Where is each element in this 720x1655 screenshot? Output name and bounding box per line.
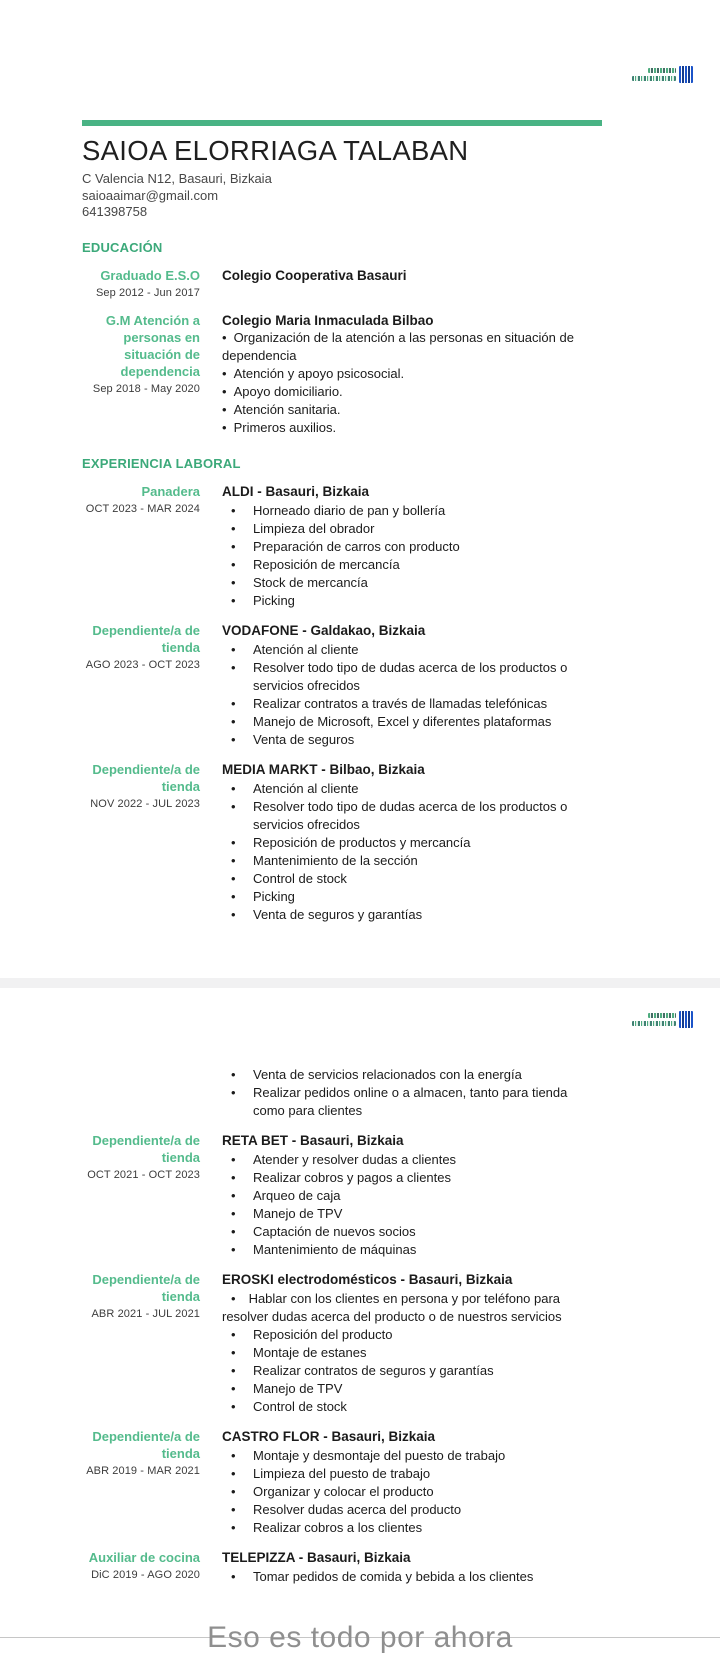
entry-meta (82, 1132, 200, 1259)
page1-content (82, 0, 602, 924)
bullet-item: • Montaje de estanes (222, 1344, 602, 1362)
builder-watermark-logo (632, 1011, 693, 1028)
bullet-item: • Resolver dudas acerca del producto (222, 1501, 602, 1519)
bullet-item: • Tomar pedidos de comida y bebida a los clientes (222, 1568, 602, 1586)
bullet-item: • Venta de seguros y garantías (222, 906, 602, 924)
bullet-item: • Arqueo de caja (222, 1187, 602, 1205)
cv-entry (82, 1132, 602, 1259)
entry-dates: ABR 2021 - JUL 2021 (91, 1308, 200, 1320)
entry-dates: OCT 2021 - OCT 2023 (87, 1169, 200, 1181)
entry-org: ALDI - Basauri, Bizkaia (222, 483, 370, 499)
header-accent-bar (82, 120, 602, 126)
bullet-item: • Venta de seguros (222, 731, 602, 749)
bullet-item: • Control de stock (222, 870, 602, 888)
cv-entry (82, 312, 602, 437)
bullet-item: • Atender y resolver dudas a clientes (222, 1151, 602, 1169)
watermark-text-line-icon (648, 1013, 676, 1018)
entry-body (222, 1271, 602, 1416)
entry-body (222, 1428, 602, 1537)
bullet-item: • Picking (222, 592, 602, 610)
bullet-item: • Organizar y colocar el producto (222, 1483, 602, 1501)
bullet-list (222, 1568, 602, 1586)
bullet-item: • Realizar cobros y pagos a clientes (222, 1169, 602, 1187)
bullet-item: • Venta de servicios relacionados con la energía (222, 1066, 602, 1084)
bullet-item: • Mantenimiento de máquinas (222, 1241, 602, 1259)
bullet-item: • Limpieza del puesto de trabajo (222, 1465, 602, 1483)
entry-meta (82, 312, 200, 437)
entry-meta (82, 761, 200, 924)
watermark-barcode-icon (679, 66, 693, 83)
entry-meta (82, 267, 200, 300)
entry-title: Dependiente/a de tienda (92, 1133, 200, 1165)
cv-entry (82, 1428, 602, 1537)
watermark-barcode-icon (679, 1011, 693, 1028)
entry-org: EROSKI electrodomésticos - Basauri, Bizkaia (222, 1272, 513, 1287)
entry-body (222, 267, 602, 300)
entry-title: Dependiente/a de tienda (92, 761, 200, 794)
cv-entry (82, 483, 602, 610)
entry-title: Dependiente/a de tienda (92, 622, 200, 655)
entry-org: Colegio Maria Inmaculada Bilbao (222, 312, 434, 328)
watermark-text-line-icon (632, 1021, 676, 1026)
bullet-item: • Horneado diario de pan y bollería (222, 502, 602, 520)
cv-page-2 (0, 988, 720, 1650)
entry-org: MEDIA MARKT - Bilbao, Bizkaia (222, 761, 425, 777)
entry-org: RETA BET - Basauri, Bizkaia (222, 1133, 404, 1148)
entry-body (222, 1132, 602, 1259)
cv-entry (82, 622, 602, 749)
bullet-list (222, 1290, 602, 1416)
entry-dates: NOV 2022 - JUL 2023 (90, 797, 200, 810)
cv-entry (82, 761, 602, 924)
bullet-list (222, 780, 602, 924)
bullet-item: • Atención y apoyo psicosocial. (222, 365, 602, 383)
entry-org: Colegio Cooperativa Basauri (222, 267, 407, 283)
entry-org: CASTRO FLOR - Basauri, Bizkaia (222, 1429, 436, 1444)
entry-dates: OCT 2023 - MAR 2024 (85, 502, 200, 515)
bullet-item: • Manejo de TPV (222, 1205, 602, 1223)
entry-body (222, 312, 602, 437)
continuation-entry (82, 988, 602, 1120)
bullet-item: • Captación de nuevos socios (222, 1223, 602, 1241)
entry-title: Panadera (141, 483, 200, 499)
entry-body (222, 761, 602, 924)
section-heading-educacion: EDUCACIÓN (82, 239, 163, 255)
page-separator (0, 978, 720, 988)
entry-title: Graduado E.S.O (100, 267, 200, 283)
bullet-item: • Hablar con los clientes en persona y por teléfono para resolver dudas acerca del producto o de nuestros servicios (222, 1290, 602, 1326)
education-entries (82, 267, 602, 437)
bullet-item: • Primeros auxilios. (222, 419, 602, 437)
entry-org: TELEPIZZA - Basauri, Bizkaia (222, 1550, 411, 1565)
bullet-item: • Organización de la atención a las personas en situación de dependencia (222, 329, 602, 365)
contact-block (82, 171, 602, 221)
bullet-item: • Realizar contratos de seguros y garantías (222, 1362, 602, 1380)
bullet-item: • Stock de mercancía (222, 574, 602, 592)
bullet-item: • Atención al cliente (222, 641, 602, 659)
section-heading-experiencia: EXPERIENCIA LABORAL (82, 455, 241, 471)
entry-meta (82, 988, 200, 1120)
entry-body (222, 483, 602, 610)
continuation-bullets (222, 1066, 602, 1120)
cv-entry (82, 1271, 602, 1416)
bullet-item: • Resolver todo tipo de dudas acerca de los productos o servicios ofrecidos (222, 659, 602, 695)
cv-entry (82, 1549, 602, 1586)
entry-title: G.M Atención a personas en situación de dependencia (105, 312, 200, 379)
entry-body (222, 988, 602, 1120)
bullet-list (222, 502, 602, 610)
email-line: saioaaimar@gmail.com (82, 187, 219, 203)
bullet-item: • Reposición de mercancía (222, 556, 602, 574)
entry-dates: Sep 2018 - May 2020 (92, 382, 200, 395)
bullet-item: • Apoyo domiciliario. (222, 383, 602, 401)
entry-dates: Sep 2012 - Jun 2017 (95, 286, 200, 299)
bullet-list (222, 641, 602, 749)
bullet-item: • Atención sanitaria. (222, 401, 602, 419)
address-line: C Valencia N12, Basauri, Bizkaia (82, 171, 272, 186)
entry-org: VODAFONE - Galdakao, Bizkaia (222, 622, 426, 638)
bullet-item: • Realizar pedidos online o a almacen, tanto para tienda como para clientes (222, 1084, 602, 1120)
bullet-list (222, 1447, 602, 1537)
entry-body (222, 1549, 602, 1586)
watermark-text-line-icon (648, 68, 676, 73)
bullet-item: • Control de stock (222, 1398, 602, 1416)
bullet-item: • Preparación de carros con producto (222, 538, 602, 556)
bullet-item: • Atención al cliente (222, 780, 602, 798)
bullet-item: • Limpieza del obrador (222, 520, 602, 538)
bullet-item: • Reposición del producto (222, 1326, 602, 1344)
person-name: SAIOA ELORRIAGA TALABAN (82, 135, 469, 166)
bullet-list (222, 1151, 602, 1259)
bullet-item: • Realizar cobros a los clientes (222, 1519, 602, 1537)
entry-dates: AGO 2023 - OCT 2023 (85, 658, 200, 671)
experience-entries-page2 (82, 1132, 602, 1586)
bullet-item: • Picking (222, 888, 602, 906)
cv-entry (82, 267, 602, 300)
entry-meta (82, 622, 200, 749)
bullet-item: • Mantenimiento de la sección (222, 852, 602, 870)
bullet-item: • Reposición de productos y mercancía (222, 834, 602, 852)
end-of-feed-text: Eso es todo por ahora (207, 1621, 513, 1654)
phone-line: 641398758 (82, 204, 148, 219)
watermark-wordmark-icon (632, 1013, 676, 1026)
entry-dates: ABR 2019 - MAR 2021 (86, 1465, 200, 1477)
entry-dates: DiC 2019 - AGO 2020 (91, 1569, 200, 1581)
watermark-text-line-icon (632, 76, 676, 81)
entry-meta (82, 1549, 200, 1586)
watermark-wordmark-icon (632, 68, 676, 81)
entry-title: Dependiente/a de tienda (92, 1429, 200, 1461)
entry-meta (82, 1271, 200, 1416)
entry-title: Dependiente/a de tienda (92, 1272, 200, 1304)
entry-body (222, 622, 602, 749)
entry-title: Auxiliar de cocina (88, 1550, 200, 1565)
entry-meta (82, 483, 200, 610)
page2-content (82, 988, 602, 1586)
bullet-item: • Realizar contratos a través de llamadas telefónicas (222, 695, 602, 713)
bullet-item: • Resolver todo tipo de dudas acerca de los productos o servicios ofrecidos (222, 798, 602, 834)
bullet-item: • Manejo de TPV (222, 1380, 602, 1398)
builder-watermark-logo (632, 66, 693, 83)
bullet-item: • Montaje y desmontaje del puesto de trabajo (222, 1447, 602, 1465)
entry-meta (82, 1428, 200, 1537)
bullet-item: • Manejo de Microsoft, Excel y diferentes plataformas (222, 713, 602, 731)
experience-entries-page1 (82, 483, 602, 924)
